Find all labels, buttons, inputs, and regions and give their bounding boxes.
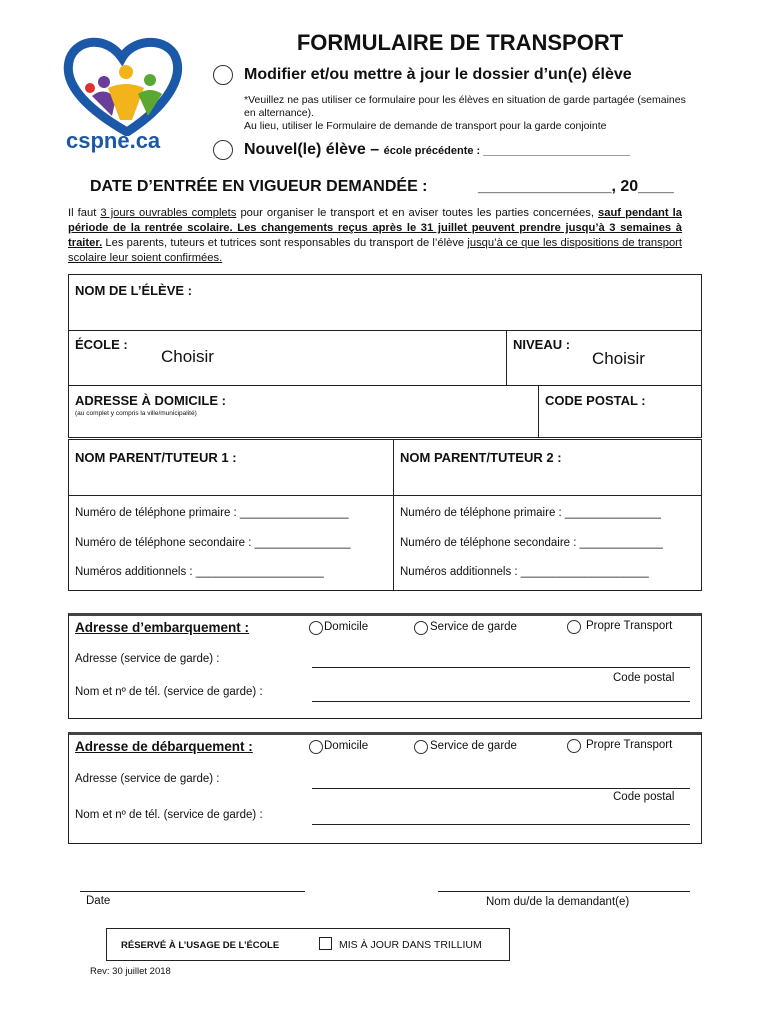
pickup-own-transport-label: Propre Transport (586, 620, 673, 632)
trillium-checkbox[interactable] (319, 937, 332, 950)
dropoff-daycare-radio[interactable] (414, 740, 428, 754)
pickup-contact-label: Nom et nº de tél. (service de garde) : (75, 686, 263, 698)
school-label: ÉCOLE : (75, 337, 128, 352)
parent2-name-label: NOM PARENT/TUTEUR 2 : (400, 450, 562, 465)
logo-text: cspne.ca (66, 128, 161, 153)
dropoff-own-transport-label: Propre Transport (586, 739, 673, 751)
instructions-paragraph: Il faut 3 jours ouvrables complets pour organiser le transport et en aviser toutes les parties concernées, sauf pendant la période de la rentrée scolaire. Les changements reçus après le 31 juillet peuvent prendre jusqu’à 3 semaines à traiter. Les parents, tuteurs et tutrices sont responsables du transport de l’élève jusqu’à ce que les dispositions de transport scolaire leur soient confirmées. (68, 207, 683, 264)
parent1-name-label: NOM PARENT/TUTEUR 1 : (75, 450, 237, 465)
pickup-daycare-radio[interactable] (414, 621, 428, 635)
pickup-home-radio[interactable] (309, 621, 323, 635)
student-name-input[interactable] (199, 279, 689, 325)
dropoff-own-transport-radio[interactable] (567, 739, 581, 753)
revision-date: Rev: 30 juillet 2018 (90, 966, 171, 977)
parent1-phone-secondary[interactable]: Numéro de téléphone secondaire : _______________ (75, 537, 351, 549)
effective-date-label: DATE D’ENTRÉE EN VIGUEUR DEMANDÉE : (90, 178, 428, 195)
dropoff-postal-label: Code postal (613, 791, 675, 803)
parent1-phone-primary[interactable]: Numéro de téléphone primaire : _________________ (75, 507, 349, 519)
school-use-box (106, 928, 510, 961)
parents-box (68, 439, 702, 591)
school-select[interactable]: Choisir (161, 347, 214, 366)
home-address-input[interactable] (75, 421, 530, 435)
pickup-daycare-label: Service de garde (430, 621, 517, 633)
student-name-label: NOM DE L’ÉLÈVE : (75, 283, 193, 298)
home-address-label: ADRESSE À DOMICILE : (75, 393, 226, 408)
date-signature-line[interactable] (80, 878, 305, 892)
pickup-address-input[interactable] (312, 654, 690, 668)
pickup-postal-label: Code postal (613, 672, 675, 684)
dropoff-home-label: Domicile (324, 740, 369, 752)
pickup-home-label: Domicile (324, 621, 369, 633)
home-address-note: (au complet y compris la ville/municipalité) (75, 410, 197, 417)
student-info-box (68, 274, 702, 438)
pickup-address-label: Adresse (service de garde) : (75, 653, 220, 665)
parent2-phone-primary[interactable]: Numéro de téléphone primaire : _______________ (400, 507, 661, 519)
option-new-student-radio[interactable] (213, 140, 233, 160)
dropoff-title: Adresse de débarquement : (75, 739, 253, 754)
pickup-section (68, 613, 702, 719)
dropoff-daycare-label: Service de garde (430, 740, 517, 752)
requester-name-line[interactable] (438, 878, 690, 892)
date-signature-label: Date (86, 895, 111, 907)
dropoff-address-label: Adresse (service de garde) : (75, 773, 220, 785)
pickup-contact-input[interactable] (312, 688, 690, 702)
option-update-radio[interactable] (213, 65, 233, 85)
dropoff-address-input[interactable] (312, 775, 690, 789)
option-update-label: Modifier et/ou mettre à jour le dossier d’un(e) élève (244, 66, 632, 83)
parent2-phone-secondary[interactable]: Numéro de téléphone secondaire : _____________ (400, 537, 663, 549)
trillium-checkbox-label: MIS À JOUR DANS TRILLIUM (339, 939, 482, 951)
effective-date-field[interactable]: _______________, 20____ (478, 178, 674, 195)
previous-school-field[interactable]: école précédente : ________________________ (383, 145, 631, 157)
dropoff-contact-label: Nom et nº de tél. (service de garde) : (75, 809, 263, 821)
option-new-student-label: Nouvel(le) élève – (244, 141, 380, 158)
pickup-own-transport-radio[interactable] (567, 620, 581, 634)
postal-code-input[interactable] (545, 411, 695, 433)
pickup-title: Adresse d’embarquement : (75, 620, 250, 635)
option-update-note: *Veuillez ne pas utiliser ce formulaire pour les élèves en situation de garde partagée (semaines en alternance). Au lieu, utiliser le Formulaire de demande de transport pour la garde conjointe (244, 94, 686, 132)
dropoff-contact-input[interactable] (312, 811, 690, 825)
grade-label: NIVEAU : (513, 337, 571, 352)
dropoff-section (68, 732, 702, 844)
dropoff-home-radio[interactable] (309, 740, 323, 754)
requester-name-label: Nom du/de la demandant(e) (486, 896, 630, 908)
parent2-phone-additional[interactable]: Numéros additionnels : ____________________ (400, 566, 649, 578)
parent1-phone-additional[interactable]: Numéros additionnels : ____________________ (75, 566, 324, 578)
school-use-label: RÉSERVÉ À L’USAGE DE L’ÉCOLE (121, 940, 280, 951)
postal-code-label: CODE POSTAL : (545, 393, 646, 408)
option-new-student (244, 141, 630, 159)
grade-select[interactable]: Choisir (592, 349, 645, 368)
page-title: FORMULAIRE DE TRANSPORT (296, 30, 624, 55)
